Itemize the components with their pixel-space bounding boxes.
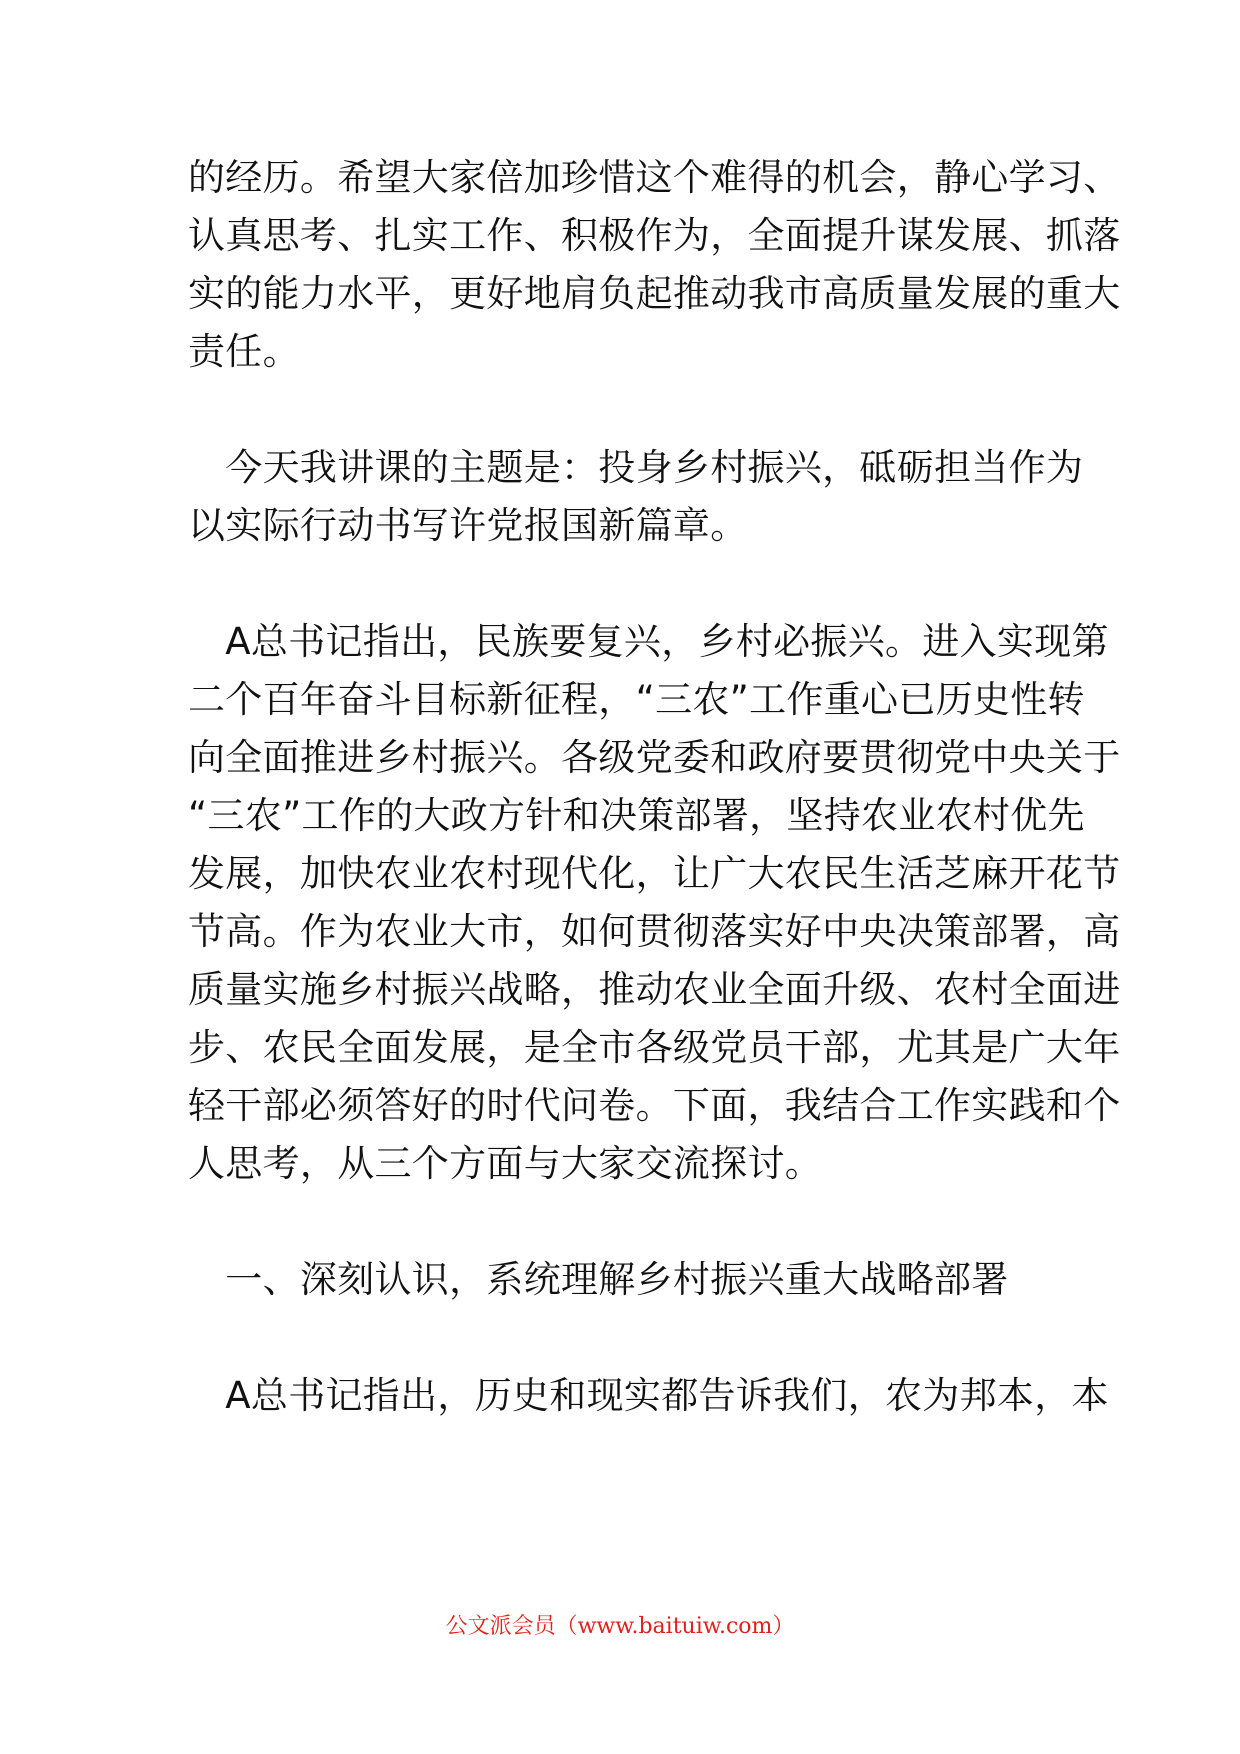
footer-watermark: 公文派会员（www.baituiw.com） bbox=[445, 1614, 795, 1639]
paragraph-4-line-1: A总书记指出，历史和现实都告诉我们，农为邦本，本 bbox=[188, 1374, 1109, 1417]
paragraph-3-line-6: 节高。作为农业大市，如何贯彻落实好中央决策部署，高 bbox=[188, 910, 1121, 953]
paragraph-1-line-1: 的经历。希望大家倍加珍惜这个难得的机会，静心学习、 bbox=[188, 156, 1121, 199]
paragraph-3-line-4: “三农”工作的大政方针和决策部署，坚持农业农村优先 bbox=[188, 794, 1085, 837]
paragraph-2-line-1: 今天我讲课的主题是：投身乡村振兴，砥砺担当作为 bbox=[188, 446, 1084, 489]
section-heading-1: 一、深刻认识，系统理解乡村振兴重大战略部署 bbox=[188, 1258, 1009, 1301]
paragraph-3-line-5: 发展，加快农业农村现代化，让广大农民生活芝麻开花节 bbox=[188, 852, 1121, 895]
paragraph-3-line-10: 人思考，从三个方面与大家交流探讨。 bbox=[188, 1142, 823, 1185]
paragraph-1-line-3: 实的能力水平，更好地肩负起推动我市高质量发展的重大 bbox=[188, 272, 1121, 315]
paragraph-2-line-2: 以实际行动书写许党报国新篇章。 bbox=[188, 504, 748, 547]
paragraph-1-line-4: 责任。 bbox=[188, 330, 300, 373]
paragraph-1-line-2: 认真思考、扎实工作、积极作为，全面提升谋发展、抓落 bbox=[188, 214, 1121, 257]
paragraph-3-line-2: 二个百年奋斗目标新征程，“三农”工作重心已历史性转 bbox=[188, 678, 1085, 721]
paragraph-3-line-3: 向全面推进乡村振兴。各级党委和政府要贯彻党中央关于 bbox=[188, 736, 1121, 779]
paragraph-3-line-8: 步、农民全面发展，是全市各级党员干部，尤其是广大年 bbox=[188, 1026, 1121, 1069]
paragraph-3-line-1: A总书记指出，民族要复兴，乡村必振兴。进入实现第 bbox=[188, 620, 1109, 663]
paragraph-3-line-7: 质量实施乡村振兴战略，推动农业全面升级、农村全面进 bbox=[188, 968, 1121, 1011]
paragraph-3-line-9: 轻干部必须答好的时代问卷。下面，我结合工作实践和个 bbox=[188, 1084, 1121, 1127]
